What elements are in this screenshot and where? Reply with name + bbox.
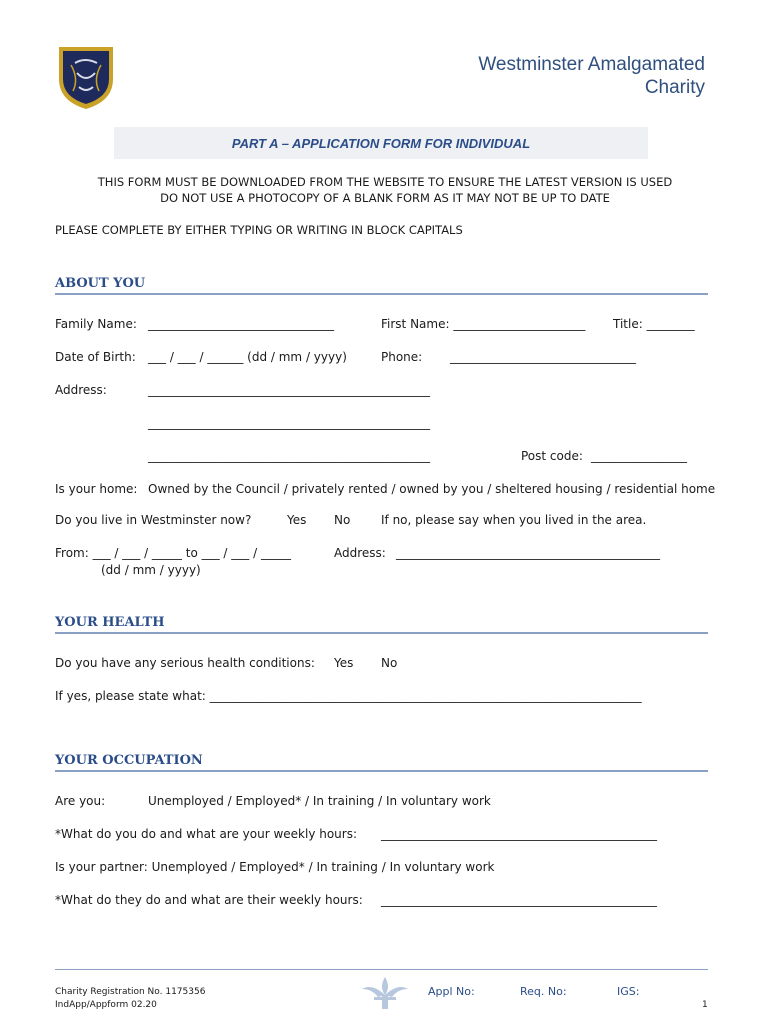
charity-registration: Charity Registration No. 1175356 [55,987,206,997]
home-type-label: Is your home: [55,482,138,496]
partner-occupation-options[interactable]: Is your partner: Unemployed / Employed* / In training / In voluntary work [55,860,495,874]
if-no-instruction: If no, please say when you lived in the area. [381,513,647,527]
section-divider [55,632,708,634]
dob-field[interactable]: ___ / ___ / ______ (dd / mm / yyyy) [148,350,347,364]
postcode-field[interactable]: ________________ [591,449,687,463]
health-question: Do you have any serious health conditions: [55,656,315,670]
postcode-label: Post code: [521,449,583,463]
footer-divider [55,969,708,970]
address-line-3[interactable]: _______________________________________________ [148,449,430,463]
photocopy-notice: DO NOT USE A PHOTOCOPY OF A BLANK FORM AS IT MAY NOT BE UP TO DATE [160,191,610,205]
westminster-yes[interactable]: Yes [287,513,307,527]
org-name-line1: Westminster Amalgamated [478,54,705,75]
are-you-label: Are you: [55,794,106,808]
page-number: 1 [702,1000,708,1010]
instructions: PLEASE COMPLETE BY EITHER TYPING OR WRITING IN BLOCK CAPITALS [55,223,463,237]
section-divider [55,770,708,772]
org-name-line2: Charity [644,77,705,98]
previous-address-label: Address: [334,546,386,560]
charity-crest-logo [57,43,115,111]
partner-hours-field[interactable]: ______________________________________________ [381,893,657,907]
dob-label: Date of Birth: [55,350,136,364]
health-no[interactable]: No [381,656,398,670]
first-name-field[interactable]: First Name: ______________________ [381,317,586,331]
section-title-your-health: YOUR HEALTH [55,615,165,630]
home-type-options[interactable]: Owned by the Council / privately rented / owned by you / sheltered housing / residential home [148,482,716,496]
section-divider [55,293,708,295]
westminster-no[interactable]: No [334,513,351,527]
address-line-1[interactable]: _______________________________________________ [148,383,430,397]
partner-hours-question: *What do they do and what are their weekly hours: [55,893,363,907]
previous-address-field[interactable]: ____________________________________________ [396,546,660,560]
igs-label: IGS: [617,985,640,998]
organisation-name [478,53,705,99]
section-title-your-occupation: YOUR OCCUPATION [55,753,203,768]
req-no-label: Req. No: [520,985,567,998]
from-to-dates-field[interactable]: From: ___ / ___ / _____ to ___ / ___ / _____ [55,546,291,560]
phone-label: Phone: [381,350,423,364]
health-details-field[interactable]: If yes, please state what: ________________________________________________________________________ [55,689,642,703]
weekly-hours-question: *What do you do and what are your weekly hours: [55,827,358,841]
address-label: Address: [55,383,107,397]
weekly-hours-field[interactable]: ______________________________________________ [381,827,657,841]
family-name-label: Family Name: [55,317,137,331]
part-title-banner [114,127,648,159]
occupation-options[interactable]: Unemployed / Employed* / In training / In voluntary work [148,794,491,808]
section-title-about-you: ABOUT YOU [55,276,146,291]
form-reference: IndApp/Appform 02.20 [55,1000,157,1010]
westminster-question: Do you live in Westminster now? [55,513,252,527]
phone-field[interactable]: _______________________________ [450,350,636,364]
download-notice: THIS FORM MUST BE DOWNLOADED FROM THE WEBSITE TO ENSURE THE LATEST VERSION IS USED [97,175,673,189]
health-yes[interactable]: Yes [334,656,354,670]
address-line-2[interactable]: _______________________________________________ [148,416,430,430]
part-title: PART A – APPLICATION FORM FOR INDIVIDUAL [231,135,531,151]
date-format-hint: (dd / mm / yyyy) [101,563,201,577]
fleur-de-lis-icon [360,975,410,1011]
title-field[interactable]: Title: ________ [613,317,695,331]
appl-no-label: Appl No: [428,985,475,998]
family-name-field[interactable]: _______________________________ [148,317,334,331]
